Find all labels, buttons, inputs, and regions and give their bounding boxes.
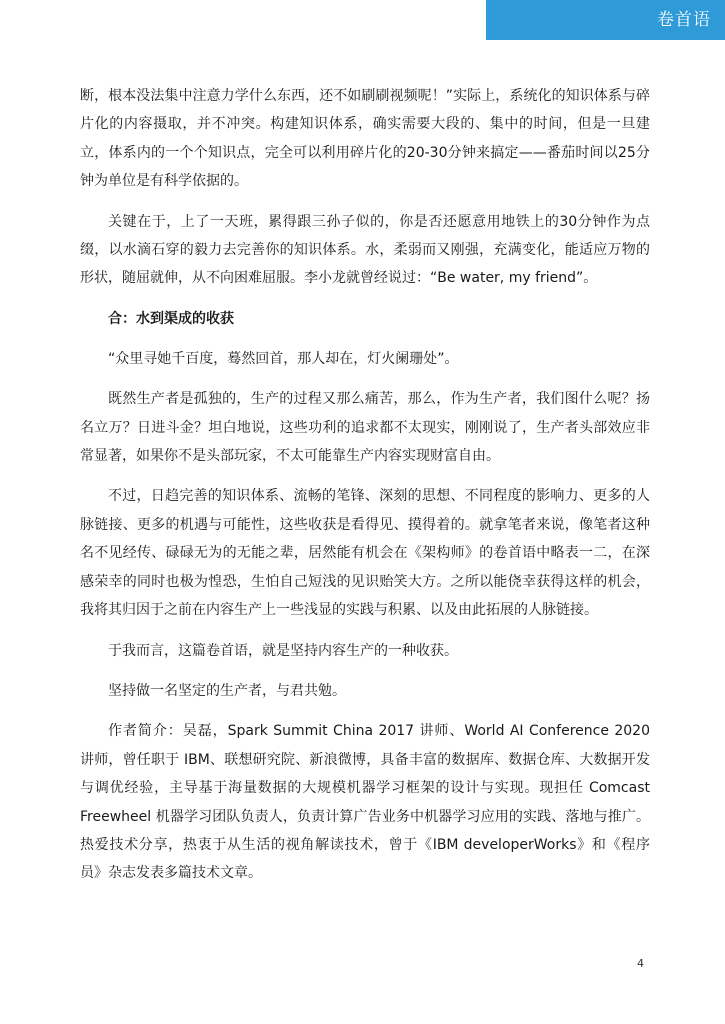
author-bio: 作者简介：吴磊，Spark Summit China 2017 讲师、World AI Conference 2020 讲师，曾任职于 IBM、联想研究院、新浪微博，具备丰富的数据库、数据仓库、大数据开发与调优经验，主导基于海量数据的大规模机器学习框架的设计与实现。现担任 Comcast Freewheel 机器学习团队负责人，负责计算广告业务中机器学习应用的实践、落地与推广。热爱技术分享，热衷于从生活的视角解读技术，曾于《IBM developerWorks》和《程序员》杂志发表多篇技术文章。 — [80, 723, 650, 882]
paragraph-rewards: 不过，日趋完善的知识体系、流畅的笔锋、深刻的思想、不同程度的影响力、更多的人脉链接、更多的机遇与可能性，这些收获是看得见、摸得着的。就拿笔者来说，像笔者这种名不见经传、碌碌无为的无能之辈，居然能有机会在《架构师》的卷首语中略表一二，在深感荣幸的同时也极为惶恐，生怕自己短浅的见识贻笑大方。之所以能侥幸获得这样的机会，我将其归因于之前在内容生产上一些浅显的实践与积累、以及由此拓展的人脉链接。 — [80, 488, 650, 619]
header-section-label: 卷首语 — [657, 10, 711, 30]
paragraph-personal-gain: 于我而言，这篇卷首语，就是坚持内容生产的一种收获。 — [108, 642, 458, 659]
paragraph-closing: 坚持做一名坚定的生产者，与君共勉。 — [108, 682, 346, 699]
paragraph-continuation: 断，根本没法集中注意力学什么东西，还不如刷刷视频呢！”实际上，系统化的知识体系与碎片化的内容摄取，并不冲突。构建知识体系，确实需要大段的、集中的时间，但是一旦建立，体系内的一个个知识点，完全可以利用碎片化的20-30分钟来搞定——番茄时间以25分钟为单位是有科学依据的。 — [80, 88, 650, 190]
paragraph-key-point: 关键在于，上了一天班，累得跟三孙子似的，你是否还愿意用地铁上的30分钟作为点缀，以水滴石穿的毅力去完善你的知识体系。水，柔弱而又刚强，充满变化，能适应万物的形状，随屈就伸，从不向困难屈服。李小龙就曾经说过：“Be water, my friend”。 — [80, 213, 650, 287]
article-body — [80, 82, 650, 900]
page-number: 4 — [637, 957, 644, 970]
paragraph-motivation: 既然生产者是孤独的，生产的过程又那么痛苦，那么，作为生产者，我们图什么呢？扬名立万？日进斗金？坦白地说，这些功利的追求都不太现实，刚刚说了，生产者头部效应非常显著，如果你不是头部玩家，不太可能靠生产内容实现财富自由。 — [80, 391, 650, 465]
paragraph-quote: “众里寻她千百度，蓦然回首，那人却在，灯火阑珊处”。 — [108, 350, 459, 367]
header-section-tab — [486, 0, 725, 40]
section-heading: 合：水到渠成的收获 — [108, 310, 234, 327]
